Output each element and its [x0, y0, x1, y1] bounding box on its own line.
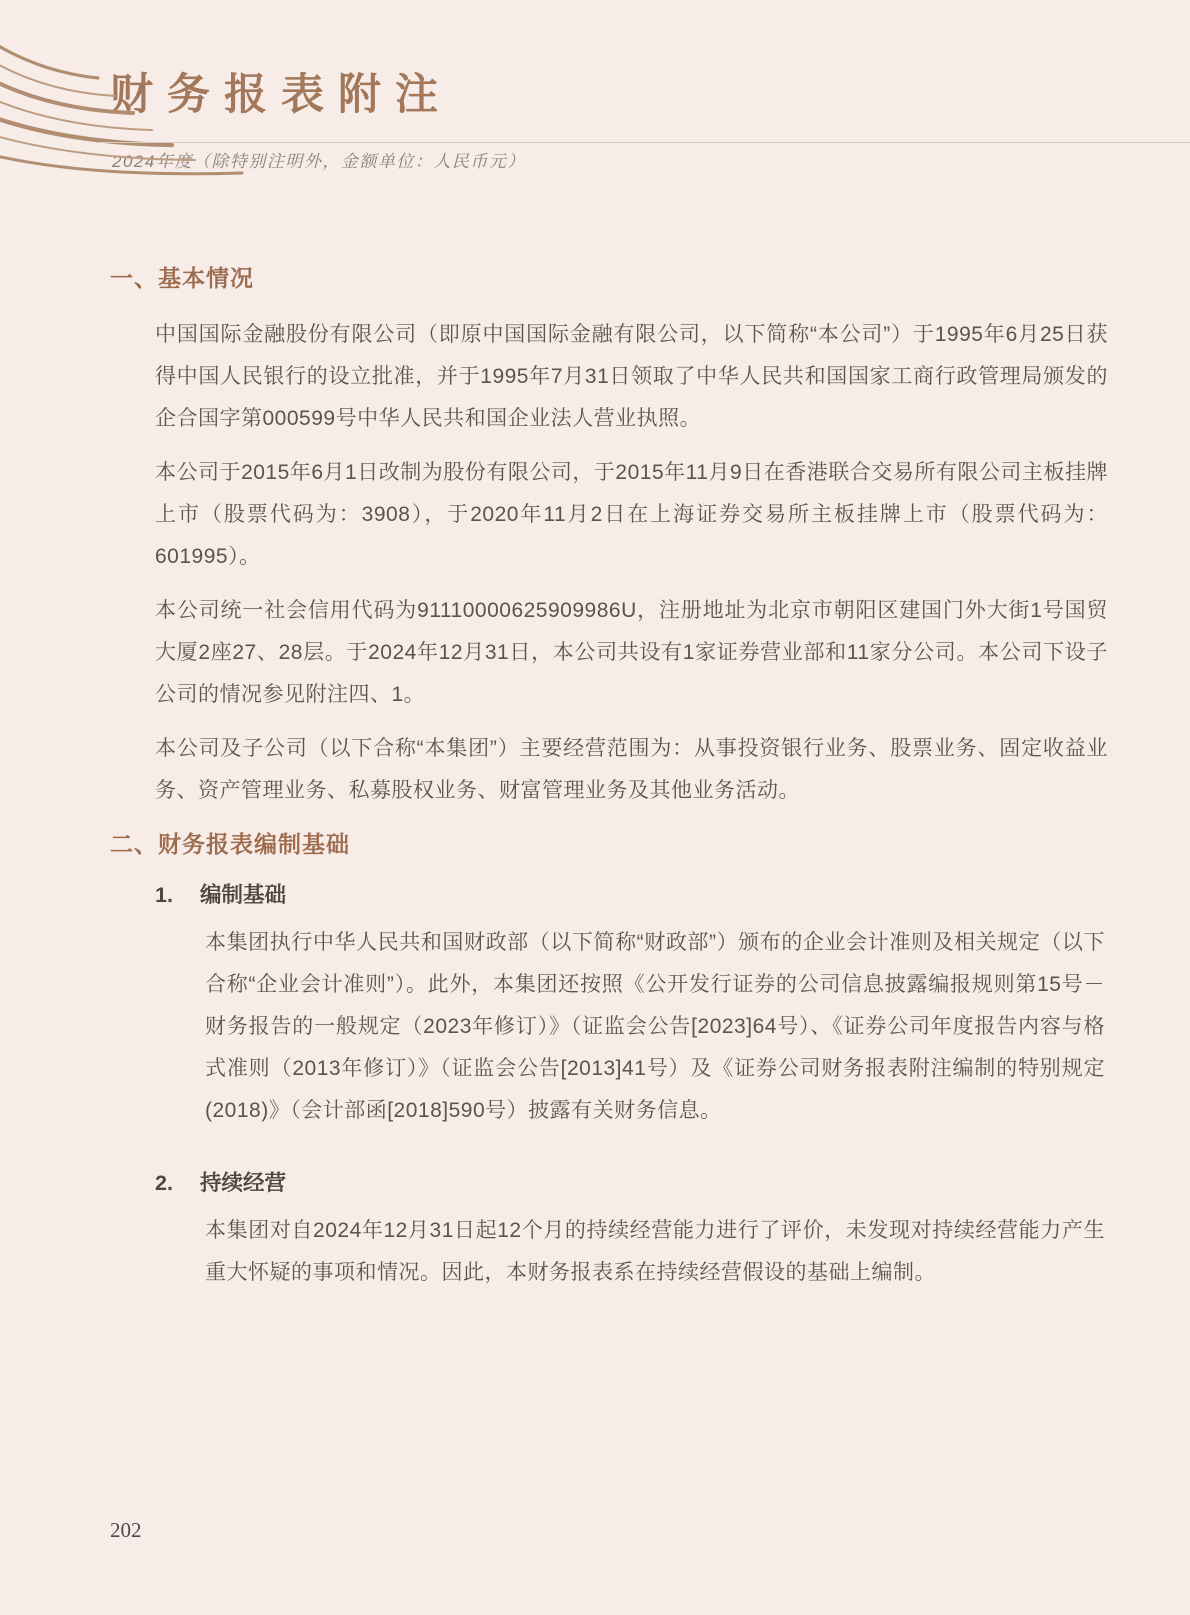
subsection-preparation-basis: [155, 880, 1190, 1132]
paragraph: 本公司及子公司（以下合称“本集团”）主要经营范围为：从事投资银行业务、股票业务、固定收益业务、资产管理业务、私募股权业务、财富管理业务及其他业务活动。: [155, 737, 1108, 802]
paragraph: 中国国际金融股份有限公司（即原中国国际金融有限公司，以下简称“本公司”）于1995年6月25日获得中国人民银行的设立批准，并于1995年7月31日领取了中华人民共和国国家工商行政管理局颁发的企合国字第000599号中华人民共和国企业法人营业执照。: [155, 323, 1108, 430]
section-heading: 二、财务报表编制基础: [110, 831, 350, 857]
decorative-swirl-icon: [0, 20, 270, 190]
header-divider: [96, 142, 1190, 143]
subsection-number: 1.: [155, 883, 173, 907]
subsection-heading: [155, 1168, 1190, 1198]
document-body: [0, 262, 1190, 1294]
paragraph: 本公司于2015年6月1日改制为股份有限公司，于2015年11月9日在香港联合交易所有限公司主板挂牌上市（股票代码为：3908），于2020年11月2日在上海证券交易所主板挂牌上市（股票代码为：601995）。: [155, 461, 1108, 568]
subsection-title: 编制基础: [200, 883, 287, 907]
section-basic-information: [0, 262, 1190, 812]
page-number: 202: [110, 1518, 142, 1542]
page-footer: [110, 1518, 142, 1543]
section-preparation-basis: [0, 828, 1190, 1294]
page-subtitle: 2024年度（除特别注明外，金额单位：人民币元）: [112, 152, 526, 171]
page-title: 财务报表附注: [110, 72, 452, 119]
paragraph: 本集团执行中华人民共和国财政部（以下简称“财政部”）颁布的企业会计准则及相关规定（以下合称“企业会计准则”）。此外，本集团还按照《公开发行证券的公司信息披露编报规则第15号－财务报告的一般规定（2023年修订）》（证监会公告[2023]64号）、《证券公司年度报告内容与格式准则（2013年修订）》（证监会公告[2013]41号）及《证券公司财务报表附注编制的特别规定(2018)》（会计部函[2018]590号）披露有关财务信息。: [205, 931, 1105, 1122]
paragraph: 本公司统一社会信用代码为91110000625909986U，注册地址为北京市朝阳区建国门外大街1号国贸大厦2座27、28层。于2024年12月31日，本公司共设有1家证券营业部和11家分公司。本公司下设子公司的情况参见附注四、1。: [155, 599, 1108, 706]
paragraph: 本集团对自2024年12月31日起12个月的持续经营能力进行了评价，未发现对持续经营能力产生重大怀疑的事项和情况。因此，本财务报表系在持续经营假设的基础上编制。: [205, 1219, 1105, 1284]
subsection-heading: [155, 880, 1190, 910]
subsection-going-concern: [155, 1168, 1190, 1294]
section-heading: 一、基本情况: [110, 265, 254, 291]
subsection-title: 持续经营: [200, 1171, 287, 1195]
subsection-number: 2.: [155, 1171, 173, 1195]
